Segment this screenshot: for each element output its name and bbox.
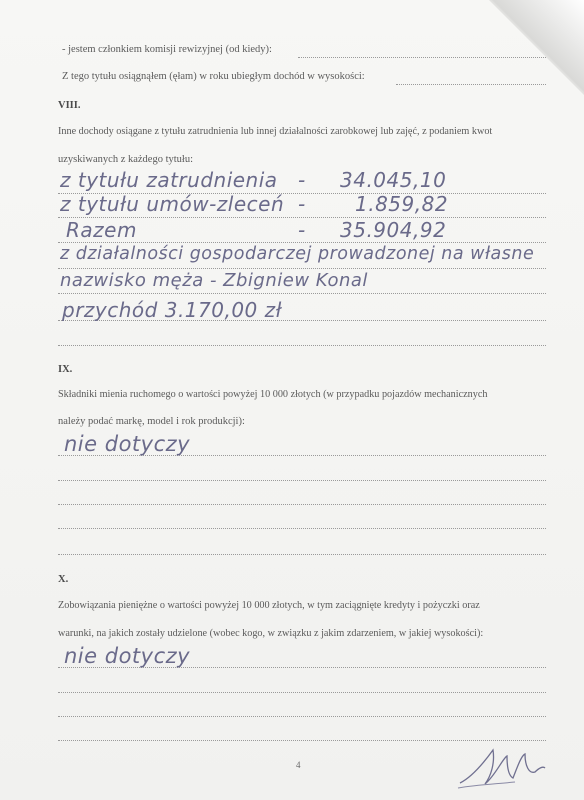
line-dochod: Z tego tytułu osiągnąłem (ęłam) w roku ubiegłym dochód w wysokości: bbox=[62, 71, 365, 82]
dotted-line bbox=[58, 504, 546, 505]
section-x-title: X. bbox=[58, 574, 69, 585]
signature-icon bbox=[455, 738, 550, 793]
section-viii-desc1: Inne dochody osiągane z tytułu zatrudnienia lub innej działalności zarobkowej lub zajęć, z podaniem kwot bbox=[58, 126, 493, 137]
dotted-line bbox=[58, 528, 546, 529]
handwritten-umowy-label: z tytułu umów-zleceń bbox=[60, 192, 285, 216]
dotted-line bbox=[58, 692, 546, 693]
dotted-line bbox=[58, 554, 546, 555]
handwritten-umowy-amount: 1.859,82 bbox=[355, 192, 449, 216]
handwritten-nie-dotyczy-x: nie dotyczy bbox=[64, 644, 191, 668]
dotted-line bbox=[58, 268, 546, 269]
section-ix-desc2: należy podać markę, model i rok produkcji): bbox=[58, 416, 245, 427]
section-x-desc2: warunki, na jakich zostały udzielone (wobec kogo, w związku z jakim zdarzeniem, w jakiej wysokości): bbox=[58, 628, 484, 639]
dotted-line bbox=[58, 293, 546, 294]
dotted-line bbox=[58, 716, 546, 717]
dotted-line bbox=[298, 57, 546, 58]
dotted-line bbox=[58, 242, 546, 243]
handwritten-zatrudnienie-amount: 34.045,10 bbox=[340, 168, 447, 192]
handwritten-umowy-sep: - bbox=[298, 192, 306, 216]
handwritten-przychod: przychód 3.170,00 zł bbox=[62, 298, 282, 322]
page-number: 4 bbox=[296, 760, 301, 770]
handwritten-nazwisko: nazwisko męża - Zbigniew Konal bbox=[60, 270, 368, 291]
handwritten-zatrudnienie-sep: - bbox=[298, 168, 306, 192]
dotted-line bbox=[58, 480, 546, 481]
section-viii-desc2: uzyskiwanych z każdego tytułu: bbox=[58, 154, 194, 165]
handwritten-zatrudnienie-label: z tytułu zatrudnienia bbox=[60, 168, 278, 192]
section-ix-title: IX. bbox=[58, 364, 73, 375]
dotted-line bbox=[396, 84, 546, 85]
section-ix-desc1: Składniki mienia ruchomego o wartości powyżej 10 000 złotych (w przypadku pojazdów mechanicznych bbox=[58, 389, 488, 400]
line-komisja: - jestem członkiem komisji rewizyjnej (od kiedy): bbox=[62, 44, 272, 55]
page-corner-curl bbox=[489, 0, 584, 95]
section-x-desc1: Zobowiązania pieniężne o wartości powyżej 10 000 złotych, w tym zaciągnięte kredyty i pożyczki oraz bbox=[58, 600, 480, 611]
handwritten-razem-sep: - bbox=[298, 218, 306, 242]
handwritten-razem-label: Razem bbox=[66, 218, 137, 242]
handwritten-dzialalnosc: z działalności gospodarczej prowadzonej na własne bbox=[60, 244, 535, 264]
section-viii-title: VIII. bbox=[58, 100, 81, 111]
handwritten-razem-amount: 35.904,92 bbox=[340, 218, 447, 242]
dotted-line bbox=[58, 345, 546, 346]
handwritten-nie-dotyczy-ix: nie dotyczy bbox=[64, 432, 191, 456]
